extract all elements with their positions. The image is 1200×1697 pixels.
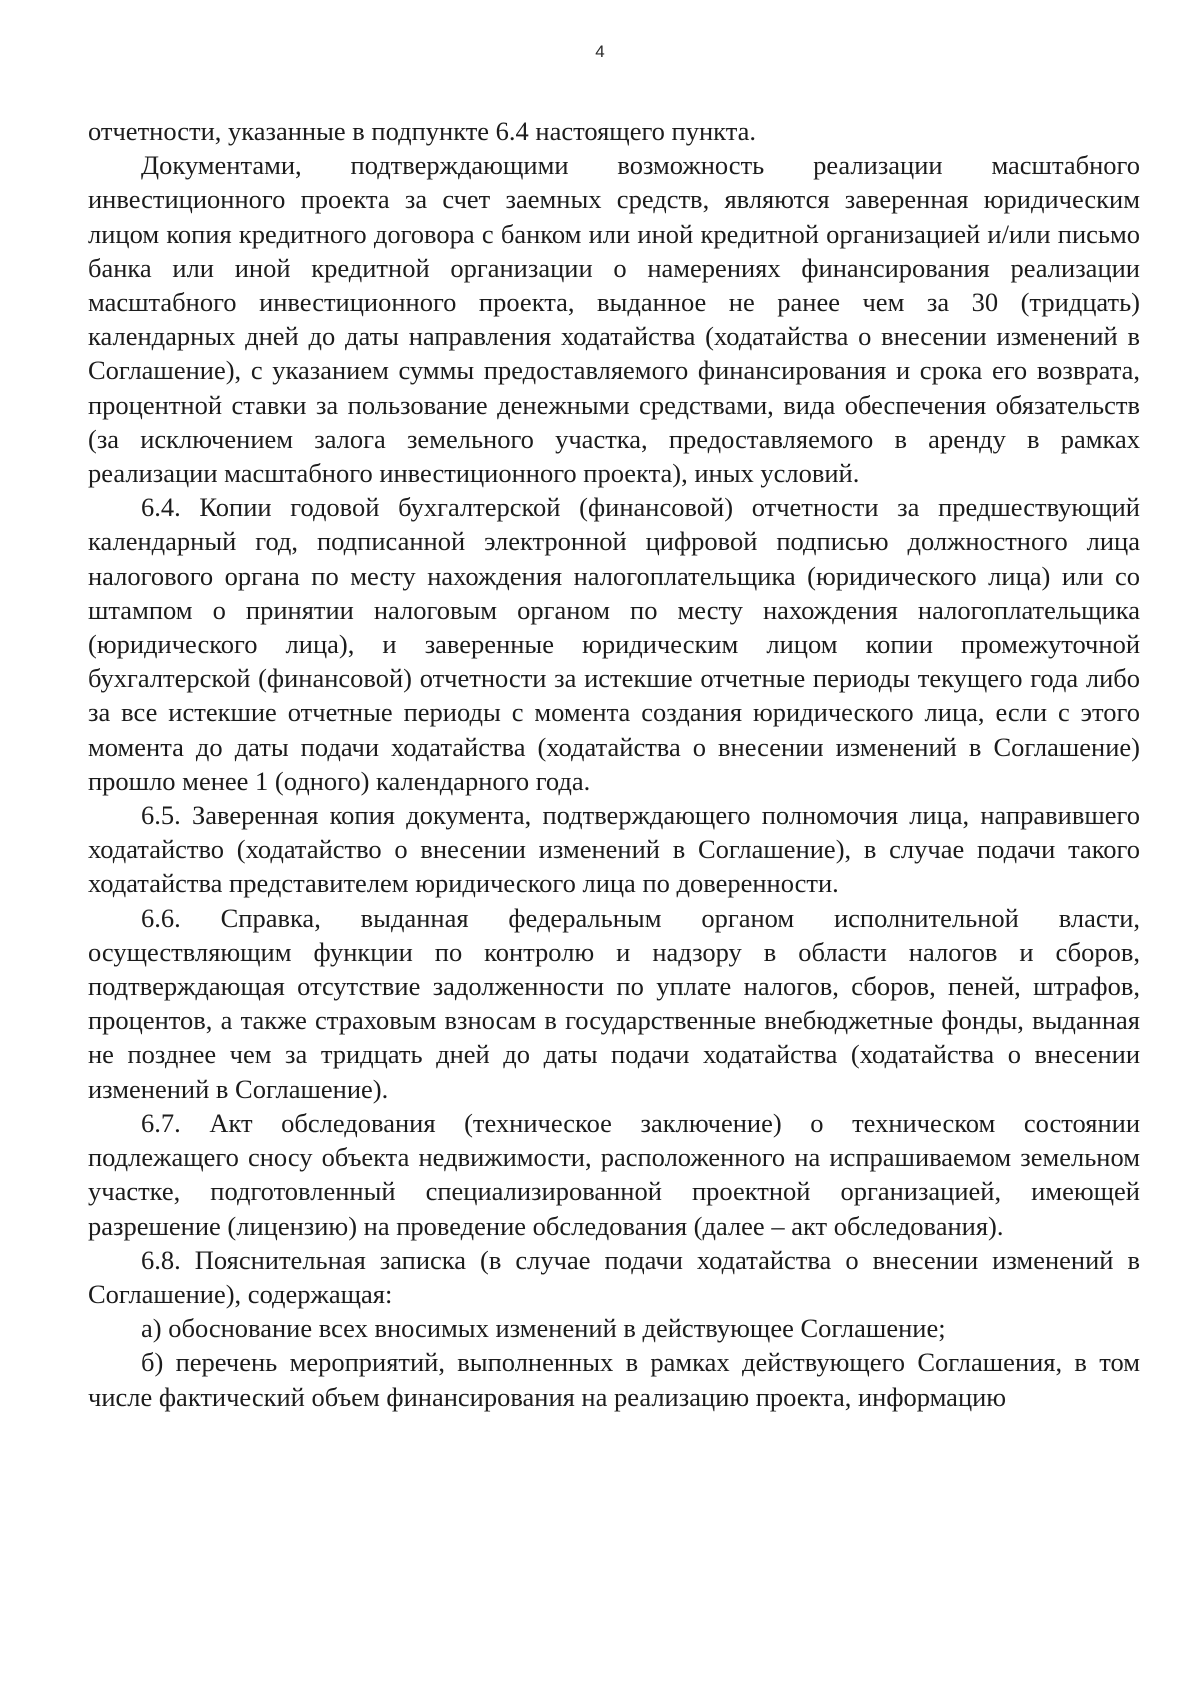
paragraph-loan-documents: Документами, подтверждающими возможность реализации масштабного инвестиционного проекта за счет заемных средств, являются заверенная юридическим лицом копия кредитного договора с банком или иной кредитной организацией и/или письмо банка или иной кредитной организации о намерениях финансирования реализации масштабного инвестиционного проекта, выданное не ранее чем за 30 (тридцать) календарных дней до даты направления ходатайства (ходатайства о внесении изменений в Соглашение), с указанием суммы предоставляемого финансирования и срока его возврата, процентной ставки за пользование денежными средствами, вида обеспечения обязательств (за исключением залога земельного участка, предоставляемого в аренду в рамках реализации масштабного инвестиционного проекта), иных условий. [88,150,1140,489]
paragraph-6-4: 6.4. Копии годовой бухгалтерской (финансовой) отчетности за предшествующий календарный год, подписанной электронной цифровой подписью должностного лица налогового органа по месту нахождения налогоплательщика (юридического лица) или со штампом о принятии налоговым органом по месту нахождения налогоплательщика (юридического лица), и заверенные юридическим лицом копии промежуточной бухгалтерской (финансовой) отчетности за истекшие отчетные периоды текущего года либо за все истекшие отчетные периоды с момента создания юридического лица, если с этого момента до даты подачи ходатайства (ходатайства о внесении изменений в Соглашение) прошло менее 1 (одного) календарного года. [88,492,1140,796]
paragraph-6-6: 6.6. Справка, выданная федеральным органом исполнительной власти, осуществляющим функции по контролю и надзору в области налогов и сборов, подтверждающая отсутствие задолженности по уплате налогов, сборов, пеней, штрафов, процентов, а также страховым взносам в государственные внебюджетные фонды, выданная не позднее чем за тридцать дней до даты подачи ходатайства (ходатайства о внесении изменений в Соглашение). [88,902,1140,1104]
paragraph-continuation: отчетности, указанные в подпункте 6.4 настоящего пункта. [88,116,756,146]
paragraph-6-8: 6.8. Пояснительная записка (в случае подачи ходатайства о внесении изменений в Соглашение), содержащая: [88,1244,1140,1309]
page-number: 4 [595,42,605,61]
list-item-a: а) обоснование всех вносимых изменений в действующее Соглашение; [141,1313,946,1344]
list-item-b: б) перечень мероприятий, выполненных в рамках действующего Соглашения, в том числе фактический объем финансирования на реализацию проекта, информацию [88,1347,1140,1412]
paragraph-6-7: 6.7. Акт обследования (техническое заключение) о техническом состоянии подлежащего сносу объекта недвижимости, расположенного на испрашиваемом земельном участке, подготовленный специализированной проектной организацией, имеющей разрешение (лицензию) на проведение обследования (далее – акт обследования). [88,1107,1140,1241]
paragraph-6-5: 6.5. Заверенная копия документа, подтверждающего полномочия лица, направившего ходатайство (ходатайство о внесении изменений в Соглашение), в случае подачи такого ходатайства представителем юридического лица по доверенности. [88,800,1140,899]
document-body [88,114,1140,1414]
